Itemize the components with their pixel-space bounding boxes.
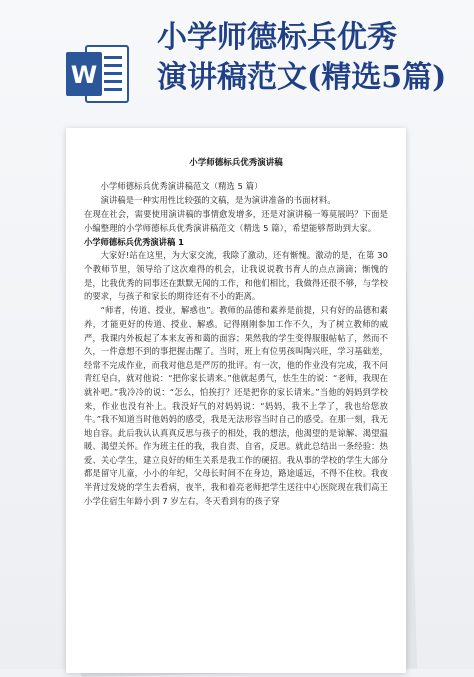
document-page (66, 128, 406, 673)
word-icon (64, 40, 132, 108)
intro-paragraph: 演讲稿是一种实用性比较强的文稿，是为演讲准备的书面材料。 (100, 195, 336, 206)
document-content (84, 156, 388, 509)
document-title: 小学师德标兵优秀演讲稿 (189, 158, 283, 168)
intro-paragraph: 在现在社会，需要使用演讲稿的事情愈发增多，还是对演讲稿一筹莫展吗？下面是小编整理的小学师德标兵优秀演讲稿范文（精选 5 篇），希望能够帮助到大家。 (84, 209, 388, 233)
intro-paragraph: 小学师德标兵优秀演讲稿范文（精选 5 篇） (100, 181, 263, 191)
section-heading: 小学师德标兵优秀演讲稿 1 (84, 236, 184, 247)
page-title (157, 18, 467, 98)
word-icon-letter: W (70, 61, 98, 89)
body-paragraph: “师者，传道、授业，解惑也”。教师的品德和素养是前提，只有好的品德和素养，才能更好的传道、授业、解惑。记得刚刚参加工作不久，为了树立教师的威严，我课内外板起了本来友善和蔼的面容；果然我的学生变得服服帖帖了，然而不久，一件意想不到的事把握击醒了。当时，班上有位男孩叫陶兴旺，学习基础差，经常不完成作业，而我对他总是严厉的批评。有一次，他的作业没有完成，我不问青红皂白，就对他说：“把你家长请来。”他就起勇气，怯生生的说：“老师，我现在就补吧。”我冷冷的说：“怎么，怕挨打？还是把你的家长请来。”当他的妈妈到学校来，作业也没有补上。我没好气的对妈妈说：“妈妈，我不上学了，我也给您放牛。”我不知道当时他妈妈的感受，我是无法形容当时自己的感受。在那一刻，我无地自容。此后我认认真真反思与孩子的相处，我的想法，他渴望的是谅解、渴望温暖、渴望关怀。作为班主任的我，我自责、自省，反思。就此总结出一条经验：热爱、关心学生，建立良好的师生关系是我工作的硬招。我从事的学校的学生大部分都是留守儿童，小小的年纪，父母长时间不在身边，路途遥远，不得不住校。我夜半背过发烧的学生去看病，夜半，我和着亮老师把学生送往中心医院现在我们高王小学住宿生年龄小到 7 岁左右，冬天看到有的孩子穿 (84, 305, 388, 506)
body-paragraph: 大家好!站在这里，为大家交流，我除了激动，还有惭愧。激动的是，在第 30 个教师节里，领导给了这次难得的机会，让我说说教书育人的点点滴滴；惭愧的是，比我优秀的同事还在默默无闻的工作，和他们相比，我做得还很不够，与学校的要求，与孩子和家长的期待还有不小的距离。 (84, 250, 388, 302)
page-title-line1: 小学师德标兵优秀 (157, 20, 397, 55)
page-title-line2: 演讲稿范文(精选5篇) (157, 60, 447, 95)
